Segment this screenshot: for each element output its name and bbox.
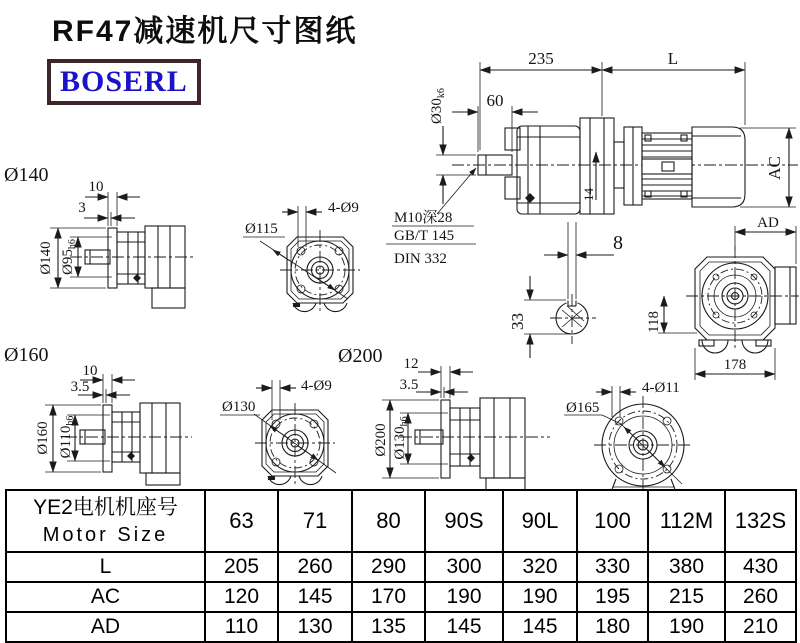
L-112M: 380 [648, 552, 725, 582]
table-header-motor-size [6, 490, 205, 552]
header-cn: YE2电机机座号 [33, 496, 178, 519]
size-100: 100 [577, 490, 648, 552]
dim-AD: AD [757, 215, 779, 231]
size-90L: 90L [503, 490, 577, 552]
dim-f200-35: 3.5 [399, 377, 419, 393]
dim-118: 118 [646, 311, 662, 333]
L-80: 290 [352, 552, 425, 582]
note-din: DIN 332 [394, 251, 447, 267]
AD-90L: 145 [503, 612, 577, 642]
dim-235: 235 [528, 49, 554, 68]
table-row-AC [6, 582, 796, 612]
header-en: Motor Size [42, 524, 169, 546]
size-132S: 132S [725, 490, 796, 552]
dim-AC: AC [765, 156, 784, 180]
dim-f160-spigot: $Ø110_{h6}$ [58, 415, 76, 459]
flange160-label: Ø160 [4, 344, 49, 366]
size-90S: 90S [425, 490, 503, 552]
dim-f160-10: 10 [82, 363, 98, 379]
AD-132S: 210 [725, 612, 796, 642]
motor-rear-view [646, 215, 799, 380]
AD-100: 180 [577, 612, 648, 642]
dim-key-width: 8 [613, 232, 623, 254]
L-90S: 300 [425, 552, 503, 582]
AC-63: 120 [205, 582, 278, 612]
flange200-label: Ø200 [338, 345, 383, 367]
AC-90S: 190 [425, 582, 503, 612]
dim-f200-12: 12 [403, 356, 419, 372]
dim-r165-bc: Ø165 [566, 400, 600, 416]
dim-178: 178 [723, 357, 747, 373]
dim-sq130-holes: 4-Ø9 [301, 378, 332, 394]
square-flange130-view [220, 378, 336, 485]
flange200-side-view [338, 345, 550, 490]
dim-key-height: 33 [508, 313, 527, 330]
shaft-key-section-view [508, 222, 623, 358]
AC-80: 170 [352, 582, 425, 612]
size-71: 71 [278, 490, 352, 552]
dim-f140-10: 10 [88, 179, 104, 195]
size-80: 80 [352, 490, 425, 552]
table-row-L [6, 552, 796, 582]
AC-112M: 215 [648, 582, 725, 612]
table-header-row [6, 490, 796, 552]
size-112M: 112M [648, 490, 725, 552]
dim-sq130-bc: Ø130 [222, 399, 256, 415]
dim-L: L [667, 49, 679, 68]
AD-80: 135 [352, 612, 425, 642]
L-63: 205 [205, 552, 278, 582]
page-title: RF47减速机尺寸图纸 [52, 15, 358, 48]
L-90L: 320 [503, 552, 577, 582]
AC-100: 195 [577, 582, 648, 612]
AD-71: 130 [278, 612, 352, 642]
dim-f160-od: Ø160 [35, 421, 51, 455]
row-label-AD: AD [6, 612, 205, 642]
flange160-side-view [4, 344, 192, 485]
AC-90L: 190 [503, 582, 577, 612]
AD-90S: 145 [425, 612, 503, 642]
size-63: 63 [205, 490, 278, 552]
dim-60: 60 [486, 91, 504, 110]
dim-14: 14 [581, 188, 596, 201]
note-thread: M10深28 [394, 210, 453, 226]
row-label-L: L [6, 552, 205, 582]
AD-112M: 190 [648, 612, 725, 642]
flange140-side-view [4, 164, 195, 308]
boserl-logo-text: BOSERL [60, 65, 188, 98]
L-100: 330 [577, 552, 648, 582]
square-flange115-view [243, 200, 360, 312]
AD-63: 110 [205, 612, 278, 642]
AC-132S: 260 [725, 582, 796, 612]
main-assembly-view [386, 49, 798, 267]
flange140-label: Ø140 [4, 164, 49, 186]
AC-71: 145 [278, 582, 352, 612]
dim-sq115-holes: 4-Ø9 [328, 200, 359, 216]
dim-shaft-diameter: $Ø30_{k6}$ [429, 88, 447, 124]
note-gbt: GB/T 145 [394, 228, 455, 244]
dim-r165-holes: 4-Ø11 [642, 380, 680, 396]
round-flange165-view [564, 380, 692, 490]
L-132S: 430 [725, 552, 796, 582]
dim-sq115-bc: Ø115 [245, 221, 278, 237]
dim-f200-od: Ø200 [373, 423, 389, 457]
dim-f140-od: Ø140 [38, 241, 54, 275]
dim-f160-35: 3.5 [70, 379, 90, 395]
L-71: 260 [278, 552, 352, 582]
row-label-AC: AC [6, 582, 205, 612]
dim-f200-spigot: $Ø130_{h6}$ [392, 416, 410, 460]
motor-size-table [5, 489, 797, 643]
dim-f140-spigot: $Ø95_{h6}$ [60, 239, 78, 275]
dim-f140-3: 3 [78, 200, 86, 216]
table-row-AD [6, 612, 796, 642]
